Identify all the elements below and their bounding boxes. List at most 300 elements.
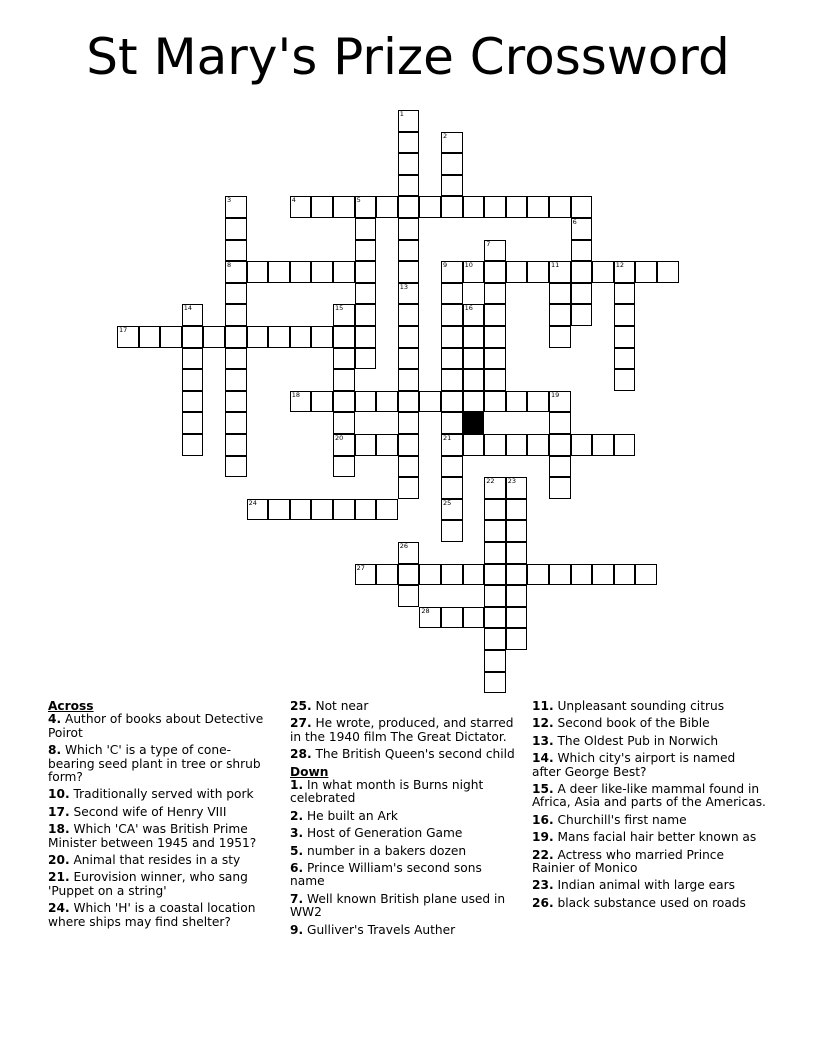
grid-cell[interactable]: [333, 456, 355, 478]
grid-cell[interactable]: [571, 434, 593, 456]
clue-number: 7: [486, 239, 491, 248]
clue-text: Which 'H' is a coastal location where ships may find shelter?: [48, 901, 256, 929]
clue-num-label: 3.: [290, 826, 304, 841]
grid-cell[interactable]: [441, 456, 463, 478]
clue-text: Unpleasant sounding citrus: [553, 699, 725, 713]
grid-cell[interactable]: [506, 607, 528, 629]
grid-cell[interactable]: [290, 196, 312, 218]
grid-cell[interactable]: [484, 283, 506, 305]
clue-text: Second wife of Henry VIII: [69, 804, 227, 819]
clue-number: 27: [356, 563, 365, 572]
clue-number: 12: [615, 261, 625, 270]
grid-cell[interactable]: [463, 564, 485, 586]
grid-cell[interactable]: [614, 369, 636, 391]
down-clue-16: [532, 814, 767, 827]
grid-cell[interactable]: [398, 240, 420, 262]
grid-cell[interactable]: [484, 520, 506, 542]
grid-cell[interactable]: [398, 369, 420, 391]
down-clue-9: [290, 924, 520, 937]
down-clue-3: [290, 827, 520, 840]
grid-cell[interactable]: [635, 261, 657, 283]
grid-cell[interactable]: [441, 607, 463, 629]
grid-cell[interactable]: [398, 456, 420, 478]
clue-num-label: 8.: [48, 743, 62, 758]
grid-cell[interactable]: [376, 434, 398, 456]
clue-text: In what month is Burns night celebrated: [290, 778, 484, 806]
clue-number: 16: [464, 304, 473, 313]
grid-cell[interactable]: [160, 326, 182, 348]
grid-cell[interactable]: [484, 477, 506, 499]
clue-text: Gulliver's Travels Auther: [303, 922, 456, 937]
grid-cell[interactable]: [441, 304, 463, 326]
clue-number: 19: [551, 390, 560, 399]
clue-num-label: 13.: [532, 733, 554, 748]
grid-cell[interactable]: [506, 477, 528, 499]
grid-cell[interactable]: [182, 348, 204, 370]
grid-cell[interactable]: [463, 304, 485, 326]
grid-cell[interactable]: [355, 240, 377, 262]
grid-cell[interactable]: [484, 391, 506, 413]
grid-cell[interactable]: [419, 607, 441, 629]
grid-cell[interactable]: [441, 132, 463, 154]
across-clue-18: [48, 823, 273, 850]
grid-cell[interactable]: [441, 326, 463, 348]
clue-text: Traditionally served with pork: [69, 787, 254, 802]
clue-num-label: 17.: [48, 804, 70, 819]
grid-cell[interactable]: [311, 391, 333, 413]
black-square: [463, 412, 485, 434]
grid-cell[interactable]: [419, 391, 441, 413]
clue-text: Which 'C' is a type of cone-bearing seed plant in tree or shrub form?: [48, 743, 261, 785]
clue-number: 25: [443, 498, 452, 507]
grid-cell[interactable]: [333, 261, 355, 283]
clue-num-label: 5.: [290, 843, 304, 858]
across-clue-27: [290, 717, 520, 744]
clue-text: Actress who married Prince Rainier of Monico: [532, 847, 725, 876]
grid-cell[interactable]: [182, 412, 204, 434]
grid-cell[interactable]: [506, 585, 528, 607]
clue-number: 28: [421, 606, 430, 615]
grid-cell[interactable]: [398, 132, 420, 154]
grid-cell[interactable]: [182, 369, 204, 391]
across-clue-28: [290, 748, 520, 761]
clue-num-label: 27.: [290, 716, 312, 731]
grid-cell[interactable]: [355, 564, 377, 586]
grid-cell[interactable]: [614, 326, 636, 348]
clue-num-label: 20.: [48, 853, 70, 868]
grid-cell[interactable]: [311, 326, 333, 348]
grid-cell[interactable]: [398, 175, 420, 197]
grid-cell[interactable]: [398, 391, 420, 413]
grid-cell[interactable]: [333, 434, 355, 456]
grid-cell[interactable]: [592, 564, 614, 586]
grid-cell[interactable]: [441, 196, 463, 218]
clue-num-label: 12.: [532, 716, 554, 731]
clue-num-label: 6.: [290, 861, 304, 876]
grid-cell[interactable]: [506, 542, 528, 564]
grid-cell[interactable]: [398, 477, 420, 499]
clue-number: 1: [399, 110, 404, 118]
grid-cell[interactable]: [657, 261, 679, 283]
clue-text: He wrote, produced, and starred in the 1940 film The Great Dictator.: [290, 716, 514, 744]
across-clue-25: [290, 700, 520, 713]
grid-cell[interactable]: [441, 477, 463, 499]
grid-cell[interactable]: [484, 304, 506, 326]
grid-cell[interactable]: [333, 412, 355, 434]
across-clue-17: [48, 806, 273, 819]
grid-cell[interactable]: [225, 412, 247, 434]
grid-cell[interactable]: [484, 499, 506, 521]
grid-cell[interactable]: [484, 196, 506, 218]
clue-text: Which city's airport is named after George Best?: [532, 751, 736, 779]
grid-cell[interactable]: [311, 261, 333, 283]
clue-number: 2: [443, 131, 448, 140]
grid-cell[interactable]: [592, 434, 614, 456]
grid-cell[interactable]: [398, 304, 420, 326]
grid-cell[interactable]: [225, 434, 247, 456]
grid-cell[interactable]: [355, 283, 377, 305]
clue-text: Mans facial hair better known as: [553, 830, 757, 845]
grid-cell[interactable]: [441, 175, 463, 197]
grid-cell[interactable]: [614, 304, 636, 326]
down-clue-2: [290, 810, 520, 823]
grid-cell[interactable]: [268, 326, 290, 348]
clue-text: He built an Ark: [303, 808, 398, 823]
grid-cell[interactable]: [549, 477, 571, 499]
grid-cell[interactable]: [290, 499, 312, 521]
grid-cell[interactable]: [376, 391, 398, 413]
grid-cell[interactable]: [484, 585, 506, 607]
down-clue-19: [532, 831, 767, 844]
grid-cell[interactable]: [571, 218, 593, 240]
grid-cell[interactable]: [225, 283, 247, 305]
grid-cell[interactable]: [527, 261, 549, 283]
grid-cell[interactable]: [268, 261, 290, 283]
grid-cell[interactable]: [290, 326, 312, 348]
grid-cell[interactable]: [549, 326, 571, 348]
grid-cell[interactable]: [203, 326, 225, 348]
grid-cell[interactable]: [225, 456, 247, 478]
grid-cell[interactable]: [398, 564, 420, 586]
grid-cell[interactable]: [441, 520, 463, 542]
clue-text: Host of Generation Game: [303, 826, 463, 841]
clue-num-label: 26.: [532, 895, 554, 910]
clue-text: Which 'CA' was British Prime Minister between 1945 and 1951?: [48, 822, 257, 850]
down-clue-15: [532, 783, 767, 810]
grid-cell[interactable]: [441, 369, 463, 391]
grid-cell[interactable]: [463, 348, 485, 370]
grid-cell[interactable]: [441, 434, 463, 456]
grid-cell[interactable]: [355, 499, 377, 521]
grid-cell[interactable]: [571, 564, 593, 586]
clue-number: 5: [356, 196, 361, 205]
across-heading: Across: [48, 699, 94, 713]
grid-cell[interactable]: [571, 196, 593, 218]
grid-cell[interactable]: [182, 391, 204, 413]
clue-num-label: 23.: [532, 878, 554, 893]
grid-cell[interactable]: [484, 672, 506, 694]
grid-cell[interactable]: [398, 153, 420, 175]
clues-column-3: [532, 700, 767, 914]
grid-cell[interactable]: [549, 283, 571, 305]
grid-cell[interactable]: [398, 348, 420, 370]
grid-cell[interactable]: [571, 283, 593, 305]
grid-cell[interactable]: [139, 326, 161, 348]
clue-text: Second book of the Bible: [553, 716, 710, 731]
grid-cell[interactable]: [419, 196, 441, 218]
down-clue-14: [532, 752, 767, 779]
grid-cell[interactable]: [355, 196, 377, 218]
across-clue-20: [48, 854, 273, 867]
grid-cell[interactable]: [484, 326, 506, 348]
grid-cell[interactable]: [333, 326, 355, 348]
grid-cell[interactable]: [247, 261, 269, 283]
clue-num-label: 22.: [532, 847, 554, 862]
grid-cell[interactable]: [614, 348, 636, 370]
grid-cell[interactable]: [441, 499, 463, 521]
clue-number: 14: [183, 304, 193, 313]
grid-cell[interactable]: [441, 283, 463, 305]
grid-cell[interactable]: [247, 499, 269, 521]
grid-cell[interactable]: [311, 499, 333, 521]
clue-num-label: 16.: [532, 812, 554, 827]
grid-cell[interactable]: [355, 391, 377, 413]
clue-num-label: 7.: [290, 891, 304, 906]
clue-num-label: 9.: [290, 922, 304, 937]
grid-cell[interactable]: [398, 218, 420, 240]
clue-num-label: 1.: [290, 778, 304, 793]
grid-cell[interactable]: [571, 304, 593, 326]
grid-cell[interactable]: [225, 326, 247, 348]
grid-cell[interactable]: [182, 434, 204, 456]
grid-cell[interactable]: [506, 391, 528, 413]
grid-cell[interactable]: [225, 304, 247, 326]
down-clue-11: [532, 700, 767, 713]
grid-cell[interactable]: [355, 434, 377, 456]
grid-cell[interactable]: [484, 628, 506, 650]
grid-cell[interactable]: [376, 499, 398, 521]
grid-cell[interactable]: [333, 304, 355, 326]
grid-cell[interactable]: [571, 261, 593, 283]
grid-cell[interactable]: [571, 240, 593, 262]
grid-cell[interactable]: [614, 564, 636, 586]
grid-cell[interactable]: [614, 434, 636, 456]
grid-cell[interactable]: [355, 326, 377, 348]
grid-cell[interactable]: [398, 283, 420, 305]
clue-text: Eurovision winner, who sang 'Puppet on a string': [48, 870, 248, 898]
grid-cell[interactable]: [614, 261, 636, 283]
grid-cell[interactable]: [225, 261, 247, 283]
across-clue-21: [48, 871, 273, 898]
grid-cell[interactable]: [549, 261, 571, 283]
clue-text: Churchill's first name: [553, 812, 687, 827]
grid-cell[interactable]: [441, 564, 463, 586]
grid-cell[interactable]: [549, 196, 571, 218]
grid-cell[interactable]: [484, 240, 506, 262]
down-clue-26: [532, 897, 767, 910]
clue-text: Well known British plane used in WW2: [290, 891, 506, 920]
grid-cell[interactable]: [333, 499, 355, 521]
clue-number: 10: [464, 261, 473, 270]
grid-cell[interactable]: [441, 412, 463, 434]
grid-cell[interactable]: [484, 261, 506, 283]
grid-cell[interactable]: [398, 326, 420, 348]
clue-number: 21: [443, 434, 452, 442]
grid-cell[interactable]: [549, 412, 571, 434]
grid-cell[interactable]: [333, 196, 355, 218]
grid-cell[interactable]: [463, 261, 485, 283]
clue-text: The British Queen's second child: [311, 747, 515, 762]
grid-cell[interactable]: [506, 261, 528, 283]
grid-cell[interactable]: [398, 110, 420, 132]
grid-cell[interactable]: [225, 218, 247, 240]
clue-num-label: 25.: [290, 699, 312, 713]
down-clue-1: [290, 779, 520, 806]
grid-cell[interactable]: [549, 304, 571, 326]
clue-number: 11: [551, 261, 560, 270]
grid-cell[interactable]: [225, 391, 247, 413]
grid-cell[interactable]: [182, 326, 204, 348]
grid-cell[interactable]: [484, 607, 506, 629]
down-clue-13: [532, 735, 767, 748]
grid-cell[interactable]: [484, 650, 506, 672]
grid-cell[interactable]: [549, 456, 571, 478]
clue-number: 23: [507, 477, 517, 486]
grid-cell[interactable]: [549, 564, 571, 586]
clue-number: 18: [291, 390, 301, 399]
grid-cell[interactable]: [225, 348, 247, 370]
grid-cell[interactable]: [441, 348, 463, 370]
grid-cell[interactable]: [506, 564, 528, 586]
down-clue-6: [290, 862, 520, 889]
grid-cell[interactable]: [549, 391, 571, 413]
grid-cell[interactable]: [484, 348, 506, 370]
grid-cell[interactable]: [398, 585, 420, 607]
across-clue-8: [48, 744, 273, 784]
clue-num-label: 28.: [290, 747, 312, 762]
grid-cell[interactable]: [355, 218, 377, 240]
grid-cell[interactable]: [398, 261, 420, 283]
across-clue-10: [48, 788, 273, 801]
grid-cell[interactable]: [506, 196, 528, 218]
clues-column-1: [48, 700, 273, 933]
grid-cell[interactable]: [592, 261, 614, 283]
grid-cell[interactable]: [463, 369, 485, 391]
grid-cell[interactable]: [355, 348, 377, 370]
grid-cell[interactable]: [355, 304, 377, 326]
grid-cell[interactable]: [290, 261, 312, 283]
clue-text: number in a bakers dozen: [303, 843, 467, 858]
clue-number: 8: [227, 261, 232, 270]
grid-cell[interactable]: [268, 499, 290, 521]
grid-cell[interactable]: [247, 326, 269, 348]
grid-cell[interactable]: [527, 434, 549, 456]
down-clue-7: [290, 893, 520, 920]
grid-cell[interactable]: [311, 196, 333, 218]
grid-cell[interactable]: [225, 196, 247, 218]
grid-cell[interactable]: [376, 196, 398, 218]
clue-number: 3: [227, 196, 232, 205]
grid-cell[interactable]: [527, 391, 549, 413]
across-clue-4: [48, 713, 273, 740]
clue-num-label: 2.: [290, 808, 304, 823]
grid-cell[interactable]: [484, 542, 506, 564]
grid-cell[interactable]: [225, 240, 247, 262]
grid-cell[interactable]: [398, 196, 420, 218]
grid-cell[interactable]: [463, 434, 485, 456]
grid-cell[interactable]: [614, 283, 636, 305]
grid-cell[interactable]: [398, 434, 420, 456]
grid-cell[interactable]: [549, 434, 571, 456]
grid-cell[interactable]: [463, 607, 485, 629]
grid-cell[interactable]: [333, 391, 355, 413]
grid-cell[interactable]: [355, 261, 377, 283]
clue-number: 26: [399, 542, 409, 550]
grid-cell[interactable]: [333, 369, 355, 391]
clue-number: 6: [572, 218, 577, 226]
clue-number: 13: [399, 282, 409, 291]
grid-cell[interactable]: [441, 261, 463, 283]
grid-cell[interactable]: [484, 369, 506, 391]
grid-cell[interactable]: [398, 542, 420, 564]
grid-cell[interactable]: [419, 564, 441, 586]
grid-cell[interactable]: [506, 434, 528, 456]
clue-num-label: 4.: [48, 712, 62, 727]
clue-number: 4: [291, 196, 296, 205]
clue-text: black substance used on roads: [553, 895, 746, 910]
grid-cell[interactable]: [463, 196, 485, 218]
down-heading: Down: [290, 764, 329, 779]
clue-number: 9: [443, 261, 448, 270]
clue-num-label: 21.: [48, 870, 70, 885]
grid-cell[interactable]: [333, 348, 355, 370]
down-clue-23: [532, 879, 767, 892]
clue-text: Not near: [311, 699, 369, 713]
grid-cell[interactable]: [117, 326, 139, 348]
grid-cell[interactable]: [290, 391, 312, 413]
grid-cell[interactable]: [527, 196, 549, 218]
grid-cell[interactable]: [463, 326, 485, 348]
grid-cell[interactable]: [506, 520, 528, 542]
grid-cell[interactable]: [484, 564, 506, 586]
grid-cell[interactable]: [463, 391, 485, 413]
down-clue-22: [532, 849, 767, 876]
clue-text: A deer like-like mammal found in Africa, Asia and parts of the Americas.: [532, 782, 766, 810]
grid-cell[interactable]: [376, 564, 398, 586]
page-title: St Mary's Prize Crossword: [86, 28, 730, 86]
clue-num-label: 18.: [48, 822, 70, 837]
clue-text: Indian animal with large ears: [553, 878, 735, 893]
clue-text: Prince William's second sons name: [290, 861, 482, 889]
grid-cell[interactable]: [635, 564, 657, 586]
grid-cell[interactable]: [441, 153, 463, 175]
clue-num-label: 24.: [48, 901, 70, 916]
clue-number: 15: [335, 304, 344, 313]
grid-cell[interactable]: [484, 434, 506, 456]
across-clue-24: [48, 902, 273, 929]
grid-cell[interactable]: [527, 564, 549, 586]
grid-cell[interactable]: [506, 499, 528, 521]
clue-text: Author of books about Detective Poirot: [48, 712, 264, 740]
grid-cell[interactable]: [398, 412, 420, 434]
grid-cell[interactable]: [225, 369, 247, 391]
grid-cell[interactable]: [441, 391, 463, 413]
clue-number: 24: [248, 498, 257, 507]
clues-column-2: [290, 700, 520, 941]
grid-cell[interactable]: [506, 628, 528, 650]
grid-cell[interactable]: [182, 304, 204, 326]
down-clue-5: [290, 845, 520, 858]
